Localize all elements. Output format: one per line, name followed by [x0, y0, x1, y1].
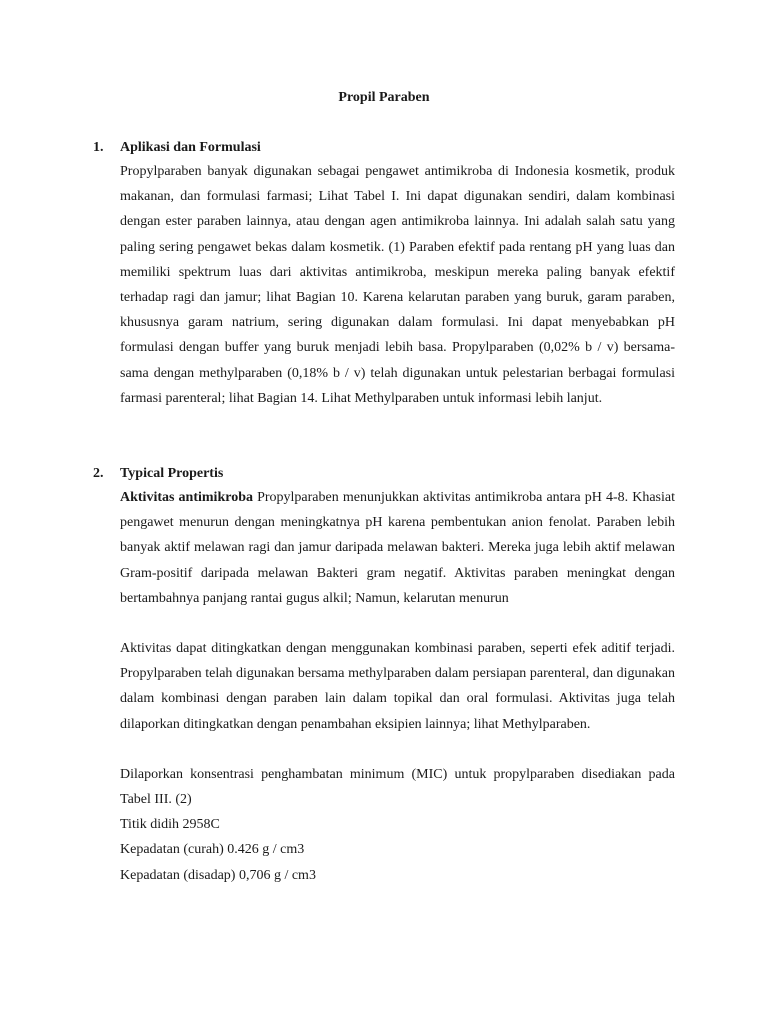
section-body	[120, 464, 675, 888]
lead-term: Aktivitas antimikroba	[120, 490, 253, 505]
section-body	[120, 138, 675, 411]
document-title: Propil Paraben	[338, 90, 430, 105]
property-line: Kepadatan (curah) 0.426 g / cm3	[120, 842, 305, 858]
lead-text: Propylparaben menunjukkan aktivitas antimikroba antara pH 4-8. Khasiat pengawet menurun dengan meningkatnya pH karena pembentukan anion fenolat. Paraben lebih banyak aktif melawan ragi dan jamur daripada melawan bakteri. Mereka juga lebih aktif melawan Gram-positif daripada melawan Bakteri gram negatif. Aktivitas paraben meningkat dengan bertambahnya panjang rantai gugus alkil; Namun, kelarutan menurun	[120, 490, 675, 606]
paragraph-gap	[120, 611, 675, 636]
paragraph: Propylparaben banyak digunakan sebagai pengawet antimikroba di Indonesia kosmetik, produk makanan, dan formulasi farmasi; Lihat Tabel I. Ini dapat digunakan sendiri, dalam kombinasi dengan ester paraben lainnya, atau dengan agen antimikroba lainnya. Ini adalah salah satu yang paling sering pengawet bekas dalam kosmetik. (1) Paraben efektif pada rentang pH yang luas dan memiliki spektrum luas dari aktivitas antimikroba, meskipun mereka paling banyak efektif terhadap ragi dan jamur; lihat Bagian 10. Karena kelarutan paraben yang buruk, garam paraben, khususnya garam natrium, sering digunakan dalam formulasi. Ini dapat menyebabkan pH formulasi dengan buffer yang buruk menjadi lebih basa. Propylparaben (0,02% b / v) bersama-sama dengan methylparaben (0,18% b / v) telah digunakan untuk pelestarian berbagai formulasi farmasi parenteral; lihat Bagian 14. Lihat Methylparaben untuk informasi lebih lanjut.	[120, 164, 675, 406]
property-line: Titik didih 2958C	[120, 817, 220, 833]
paragraph: Aktivitas dapat ditingkatkan dengan menggunakan kombinasi paraben, seperti efek aditif terjadi. Propylparaben telah digunakan bersama methylparaben dalam persiapan parenteral, dan digunakan dalam kombinasi dengan paraben lain dalam topikal dan oral formulasi. Aktivitas juga telah dilaporkan ditingkatkan dengan penambahan eksipien lainnya; lihat Methylparaben.	[120, 641, 675, 732]
section-heading: Typical Propertis	[120, 466, 224, 481]
paragraph-antimikroba	[120, 485, 675, 611]
paragraph: Dilaporkan konsentrasi penghambatan minimum (MIC) untuk propylparaben disediakan pada Tabel III. (2)	[120, 766, 675, 808]
section-number: 2.	[93, 466, 104, 481]
property-line: Kepadatan (disadap) 0,706 g / cm3	[120, 867, 316, 883]
paragraph-gap	[120, 737, 675, 762]
section-heading: Aplikasi dan Formulasi	[120, 140, 261, 155]
section-number: 1.	[93, 140, 104, 155]
